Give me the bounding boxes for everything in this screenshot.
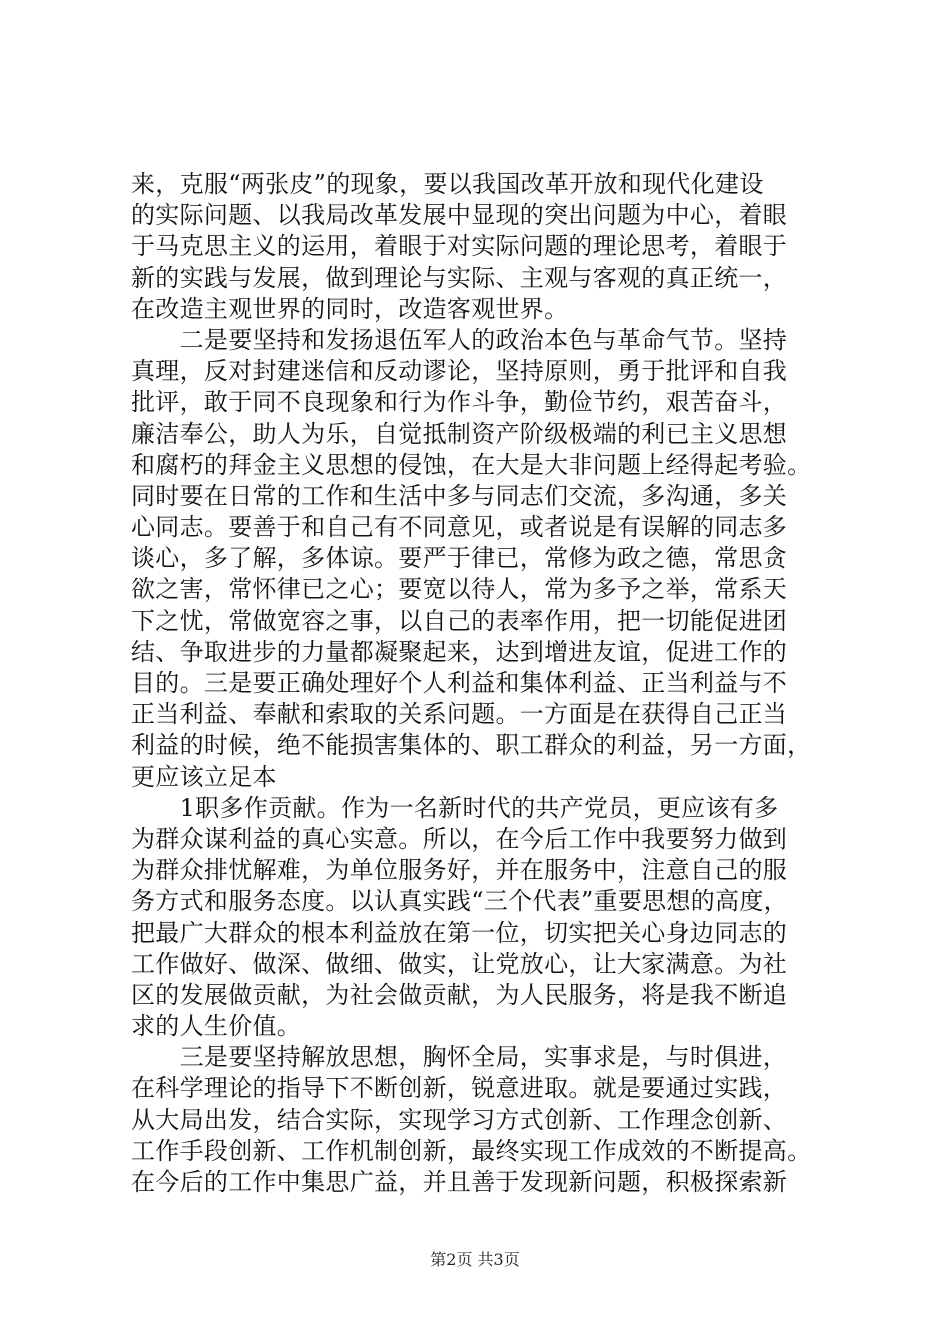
text-line: 三是要坚持解放思想，胸怀全局，实事求是，与时俱进，: [131, 1043, 788, 1072]
text-line: 新的实践与发展，做到理论与实际、主观与客观的真正统一，: [131, 263, 788, 292]
text-line: 在科学理论的指导下不断创新，锐意进取。就是要通过实践，: [131, 1074, 788, 1103]
text-line: 下之忧，常做宽容之事，以自己的表率作用，把一切能促进团: [131, 606, 788, 635]
text-line: 同时要在日常的工作和生活中多与同志们交流，多沟通，多关: [131, 481, 788, 510]
text-line: 区的发展做贡献，为社会做贡献，为人民服务，将是我不断追: [131, 980, 788, 1009]
text-line: 工作做好、做深、做细、做实，让党放心，让大家满意。为社: [131, 949, 788, 978]
text-line: 1职多作贡献。作为一名新时代的共产党员，更应该有多: [131, 793, 779, 822]
text-line: 更应该立足本: [131, 762, 277, 791]
page-number-footer: 第2页 共3页: [430, 1250, 520, 1269]
text-line: 为群众谋利益的真心实意。所以，在今后工作中我要努力做到: [131, 824, 788, 853]
text-line: 谈心，多了解，多体谅。要严于律已，常修为政之德，常思贪: [131, 544, 788, 573]
text-line: 工作手段创新、工作机制创新，最终实现工作成效的不断提高。: [131, 1136, 812, 1165]
text-line: 欲之害，常怀律已之心；要宽以待人，常为多予之举，常系天: [131, 575, 788, 604]
document-body: [131, 169, 841, 1198]
text-line: 在今后的工作中集思广益，并且善于发现新问题，积极探索新: [131, 1168, 788, 1196]
text-line: 结、争取进步的力量都凝聚起来，达到增进友谊，促进工作的: [131, 637, 788, 666]
text-line: 在改造主观世界的同时，改造客观世界。: [131, 294, 569, 323]
text-line: 和腐朽的拜金主义思想的侵蚀，在大是大非问题上经得起考验。: [131, 450, 812, 479]
text-line: 从大局出发，结合实际，实现学习方式创新、工作理念创新、: [131, 1105, 788, 1134]
text-line: 的实际问题、以我局改革发展中显现的突出问题为中心，着眼: [131, 201, 788, 230]
text-line: 为群众排忧解难，为单位服务好，并在服务中，注意自己的服: [131, 856, 788, 885]
text-line: 来，克服“两张皮”的现象，要以我国改革开放和现代化建设: [131, 170, 764, 198]
text-line: 二是要坚持和发扬退伍军人的政治本色与革命气节。坚持: [131, 325, 788, 354]
text-line: 目的。三是要正确处理好个人利益和集体利益、正当利益与不: [131, 669, 788, 697]
text-line: 批评，敢于同不良现象和行为作斗争，勤俭节约，艰苦奋斗，: [131, 388, 788, 417]
text-line: 务方式和服务态度。以认真实践“三个代表”重要思想的高度，: [131, 887, 788, 916]
text-line: 心同志。要善于和自己有不同意见，或者说是有误解的同志多: [131, 513, 788, 542]
text-line: 把最广大群众的根本利益放在第一位，切实把关心身边同志的: [131, 918, 788, 947]
text-line: 真理，反对封建迷信和反动谬论，坚持原则，勇于批评和自我: [131, 357, 788, 386]
text-line: 廉洁奉公，助人为乐，自觉抵制资产阶级极端的利已主义思想: [131, 419, 788, 448]
text-line: 正当利益、奉献和索取的关系问题。一方面是在获得自己正当: [131, 700, 788, 729]
text-line: 求的人生价值。: [131, 1012, 302, 1041]
text-line: 利益的时候，绝不能损害集体的、职工群众的利益，另一方面，: [131, 731, 812, 760]
text-line: 于马克思主义的运用，着眼于对实际问题的理论思考，着眼于: [131, 232, 788, 261]
